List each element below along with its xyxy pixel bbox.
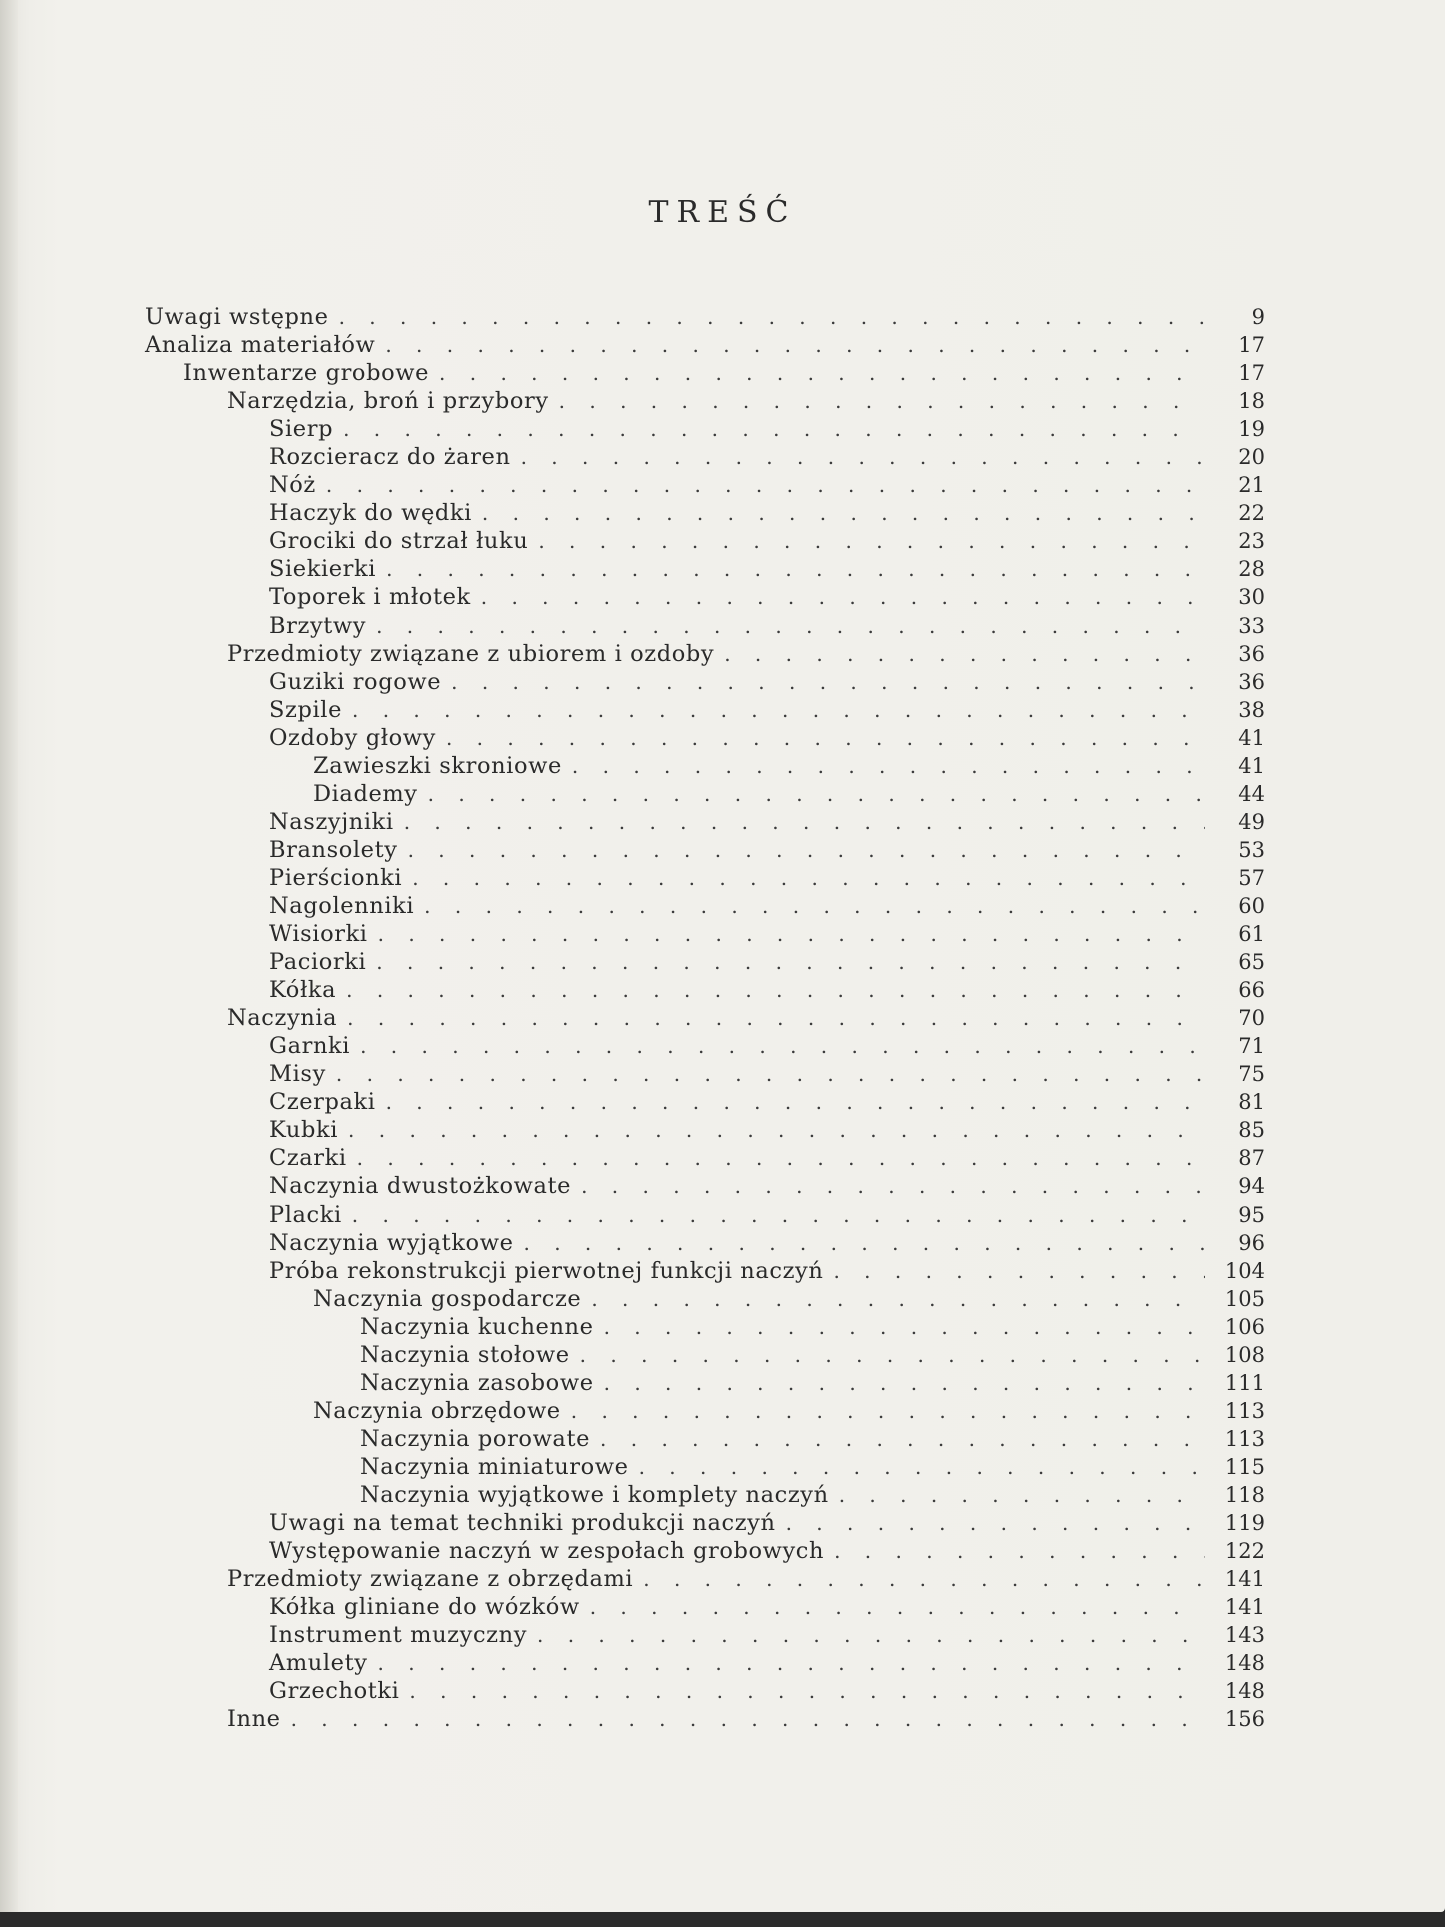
toc-entry-label: Grociki do strzał łuku	[269, 528, 529, 555]
toc-entry	[145, 1060, 1265, 1088]
toc-entry-label: Grzechotki	[269, 1678, 400, 1705]
toc-entry	[145, 1088, 1265, 1116]
toc-entry-page-number: 36	[1238, 669, 1265, 694]
toc-entry-label: Naczynia miniaturowe	[360, 1453, 629, 1480]
toc-leader-dots	[339, 303, 1205, 331]
toc-entry-label: Analiza materiałów	[145, 332, 376, 359]
toc-entry	[145, 780, 1265, 808]
toc-entry-label: Haczyk do wędki	[269, 500, 472, 527]
toc-entry-label: Czarki	[269, 1145, 347, 1172]
toc-entry-page-number: 148	[1224, 1651, 1265, 1676]
toc-leader-dots	[360, 1032, 1205, 1060]
toc-entry-label: Sierp	[269, 416, 334, 443]
toc-entry	[145, 1369, 1265, 1397]
toc-entry-label: Pierścionki	[269, 864, 403, 891]
toc-entry-page-number: 33	[1238, 613, 1265, 638]
toc-leader-dots	[336, 1060, 1205, 1088]
toc-entry-page-number: 38	[1238, 697, 1265, 722]
toc-leader-dots	[580, 1341, 1205, 1369]
toc-entry	[145, 499, 1265, 527]
toc-entry-label: Kółka gliniane do wózków	[269, 1594, 580, 1621]
toc-entry	[145, 387, 1265, 415]
toc-entry	[145, 724, 1265, 752]
toc-entry	[145, 1313, 1265, 1341]
toc-leader-dots	[591, 1285, 1205, 1313]
toc-entry-page-number: 115	[1224, 1454, 1265, 1479]
toc-entry-label: Amulety	[269, 1650, 368, 1677]
toc-leader-dots	[833, 1257, 1205, 1285]
toc-entry-label: Przedmioty związane z obrzędami	[227, 1566, 634, 1593]
toc-leader-dots	[523, 1229, 1205, 1257]
toc-entry	[145, 752, 1265, 780]
toc-entry	[145, 1705, 1265, 1733]
toc-entry-page-number: 94	[1238, 1174, 1265, 1199]
toc-entry-label: Naczynia dwustożkowate	[269, 1173, 572, 1200]
toc-leader-dots	[643, 1565, 1205, 1593]
toc-leader-dots	[538, 527, 1205, 555]
toc-leader-dots	[386, 1088, 1205, 1116]
toc-leader-dots	[424, 892, 1205, 920]
toc-entry-page-number: 57	[1238, 865, 1265, 890]
toc-entry	[145, 1677, 1265, 1705]
toc-leader-dots	[326, 471, 1205, 499]
toc-leader-dots	[581, 1172, 1205, 1200]
toc-leader-dots	[571, 1397, 1205, 1425]
toc-leader-dots	[386, 555, 1205, 583]
toc-entry-page-number: 23	[1238, 529, 1265, 554]
toc-entry-label: Diademy	[313, 780, 418, 807]
toc-leader-dots	[352, 696, 1205, 724]
toc-leader-dots	[604, 1313, 1205, 1341]
toc-entry-page-number: 20	[1238, 445, 1265, 470]
toc-entry-label: Wisiorki	[269, 921, 368, 948]
toc-entry-label: Występowanie naczyń w zespołach grobowych	[269, 1538, 825, 1565]
toc-entry	[145, 1481, 1265, 1509]
toc-entry-label: Narzędzia, broń i przybory	[227, 388, 549, 415]
toc-entry-page-number: 61	[1238, 922, 1265, 947]
toc-entry	[145, 808, 1265, 836]
toc-entry	[145, 1201, 1265, 1229]
toc-entry	[145, 471, 1265, 499]
toc-entry	[145, 1593, 1265, 1621]
toc-entry-label: Rozcieracz do żaren	[269, 444, 511, 471]
toc-entry-page-number: 17	[1238, 361, 1265, 386]
toc-leader-dots	[352, 1201, 1205, 1229]
toc-leader-dots	[590, 1593, 1205, 1621]
toc-entry-page-number: 106	[1224, 1314, 1265, 1339]
toc-leader-dots	[559, 387, 1205, 415]
toc-entry-page-number: 85	[1238, 1118, 1265, 1143]
toc-entry-label: Guziki rogowe	[269, 668, 442, 695]
toc-entry	[145, 976, 1265, 1004]
toc-entry	[145, 1172, 1265, 1200]
toc-leader-dots	[639, 1453, 1205, 1481]
toc-entry-page-number: 143	[1224, 1623, 1265, 1648]
toc-leader-dots	[346, 976, 1205, 1004]
toc-entry	[145, 1425, 1265, 1453]
toc-entry-label: Misy	[269, 1061, 326, 1088]
toc-leader-dots	[343, 415, 1205, 443]
toc-entry-page-number: 9	[1251, 305, 1265, 329]
toc-entry	[145, 892, 1265, 920]
toc-leader-dots	[408, 836, 1205, 864]
toc-entry-page-number: 75	[1238, 1062, 1265, 1087]
toc-leader-dots	[600, 1425, 1205, 1453]
toc-entry-page-number: 53	[1238, 837, 1265, 862]
toc-entry-label: Naczynia obrzędowe	[313, 1397, 561, 1424]
toc-entry	[145, 1565, 1265, 1593]
toc-entry-page-number: 95	[1238, 1202, 1265, 1227]
toc-entry-label: Garnki	[269, 1033, 351, 1060]
toc-entry-page-number: 141	[1224, 1595, 1265, 1620]
toc-entry-label: Próba rekonstrukcji pierwotnej funkcji naczyń	[269, 1257, 824, 1284]
toc-entry	[145, 1397, 1265, 1425]
toc-entry	[145, 555, 1265, 583]
toc-entry-page-number: 81	[1238, 1090, 1265, 1115]
toc-entry	[145, 1537, 1265, 1565]
toc-entry-label: Paciorki	[269, 949, 367, 976]
toc-entry-label: Uwagi wstępne	[145, 304, 329, 330]
toc-entry-label: Nóż	[269, 472, 316, 499]
toc-entry-page-number: 65	[1238, 950, 1265, 975]
toc-entry-page-number: 30	[1238, 585, 1265, 610]
toc-leader-dots	[604, 1369, 1205, 1397]
toc-leader-dots	[724, 640, 1205, 668]
toc-entry-page-number: 70	[1238, 1006, 1265, 1031]
toc-entry-page-number: 18	[1238, 389, 1265, 414]
toc-entry-page-number: 66	[1238, 978, 1265, 1003]
toc-entry	[145, 527, 1265, 555]
toc-entry-page-number: 22	[1238, 501, 1265, 526]
toc-entry-label: Toporek i młotek	[269, 584, 471, 611]
toc-leader-dots	[348, 1116, 1205, 1144]
toc-entry	[145, 331, 1265, 359]
toc-entry-page-number: 122	[1224, 1539, 1265, 1564]
table-of-contents	[145, 303, 1265, 1733]
toc-entry-page-number: 104	[1224, 1258, 1265, 1283]
page-binding-edge	[0, 0, 18, 1912]
toc-leader-dots	[786, 1509, 1205, 1537]
toc-entry-page-number: 41	[1238, 725, 1265, 750]
toc-entry	[145, 1144, 1265, 1172]
toc-leader-dots	[537, 1621, 1205, 1649]
toc-entry-page-number: 105	[1224, 1286, 1265, 1311]
toc-entry-page-number: 60	[1238, 893, 1265, 918]
toc-entry-label: Naczynia gospodarcze	[313, 1285, 582, 1312]
toc-entry	[145, 1032, 1265, 1060]
toc-leader-dots	[446, 724, 1205, 752]
toc-entry	[145, 1453, 1265, 1481]
toc-entry-label: Instrument muzyczny	[269, 1622, 527, 1649]
toc-entry	[145, 864, 1265, 892]
toc-entry-label: Bransolety	[269, 836, 398, 863]
toc-entry-page-number: 118	[1224, 1482, 1265, 1507]
page-title: TREŚĆ	[648, 195, 797, 230]
toc-entry	[145, 1004, 1265, 1032]
toc-leader-dots	[376, 948, 1205, 976]
toc-entry-page-number: 17	[1238, 333, 1265, 358]
toc-entry-label: Placki	[269, 1201, 342, 1228]
toc-entry-label: Ozdoby głowy	[269, 724, 436, 751]
toc-entry	[145, 836, 1265, 864]
toc-entry	[145, 1341, 1265, 1369]
toc-entry	[145, 948, 1265, 976]
toc-entry-page-number: 156	[1224, 1707, 1265, 1732]
toc-entry-page-number: 141	[1224, 1567, 1265, 1592]
toc-entry	[145, 1285, 1265, 1313]
toc-entry-page-number: 113	[1224, 1426, 1265, 1451]
toc-leader-dots	[481, 583, 1205, 611]
toc-entry-label: Siekierki	[269, 556, 377, 583]
toc-entry-page-number: 19	[1238, 417, 1265, 442]
toc-leader-dots	[834, 1537, 1205, 1565]
toc-entry	[145, 1649, 1265, 1677]
toc-entry-label: Naczynia	[227, 1005, 338, 1032]
toc-entry	[145, 640, 1265, 668]
toc-entry-label: Naczynia porowate	[360, 1425, 591, 1452]
toc-entry-page-number: 41	[1238, 753, 1265, 778]
toc-entry-page-number: 111	[1224, 1370, 1265, 1395]
toc-leader-dots	[439, 359, 1205, 387]
toc-leader-dots	[376, 612, 1205, 640]
toc-entry-label: Inwentarze grobowe	[183, 360, 430, 387]
toc-entry-page-number: 71	[1238, 1034, 1265, 1059]
toc-leader-dots	[482, 499, 1205, 527]
toc-leader-dots	[378, 920, 1205, 948]
toc-entry	[145, 303, 1265, 331]
toc-leader-dots	[385, 331, 1205, 359]
toc-leader-dots	[347, 1004, 1205, 1032]
toc-entry-label: Naczynia kuchenne	[360, 1313, 594, 1340]
toc-entry	[145, 1116, 1265, 1144]
toc-leader-dots	[357, 1144, 1205, 1172]
toc-entry-label: Szpile	[269, 696, 342, 723]
toc-entry-label: Przedmioty związane z ubiorem i ozdoby	[227, 640, 715, 667]
toc-entry-page-number: 28	[1238, 557, 1265, 582]
toc-entry-label: Naczynia wyjątkowe i komplety naczyń	[360, 1481, 829, 1508]
toc-entry-page-number: 21	[1238, 473, 1265, 498]
toc-leader-dots	[451, 668, 1205, 696]
toc-entry-label: Naczynia zasobowe	[360, 1369, 594, 1396]
toc-entry-page-number: 36	[1238, 641, 1265, 666]
toc-entry-label: Zawieszki skroniowe	[313, 752, 562, 779]
toc-entry	[145, 1257, 1265, 1285]
toc-entry-label: Inne	[227, 1706, 281, 1733]
toc-leader-dots	[521, 443, 1205, 471]
toc-entry	[145, 612, 1265, 640]
toc-entry-label: Nagolenniki	[269, 892, 415, 919]
toc-entry-page-number: 108	[1224, 1342, 1265, 1367]
toc-entry	[145, 583, 1265, 611]
toc-leader-dots	[378, 1649, 1205, 1677]
toc-entry	[145, 415, 1265, 443]
toc-entry	[145, 443, 1265, 471]
toc-entry-page-number: 87	[1238, 1146, 1265, 1171]
toc-leader-dots	[409, 1677, 1205, 1705]
toc-entry-page-number: 119	[1224, 1511, 1265, 1536]
toc-entry-page-number: 49	[1238, 809, 1265, 834]
toc-entry	[145, 1621, 1265, 1649]
toc-entry-page-number: 44	[1238, 781, 1265, 806]
toc-entry	[145, 668, 1265, 696]
toc-entry-label: Uwagi na temat techniki produkcji naczyń	[269, 1510, 776, 1537]
toc-leader-dots	[412, 864, 1205, 892]
toc-entry-label: Naczynia wyjątkowe	[269, 1229, 514, 1256]
toc-leader-dots	[839, 1481, 1205, 1509]
toc-entry-page-number: 96	[1238, 1230, 1265, 1255]
toc-entry-label: Czerpaki	[269, 1089, 376, 1116]
toc-leader-dots	[428, 780, 1205, 808]
toc-entry-label: Naszyjniki	[269, 808, 394, 835]
toc-leader-dots	[291, 1705, 1205, 1733]
toc-entry-label: Kółka	[269, 977, 337, 1004]
toc-entry	[145, 1229, 1265, 1257]
toc-entry	[145, 920, 1265, 948]
toc-leader-dots	[404, 808, 1205, 836]
toc-entry-page-number: 113	[1224, 1398, 1265, 1423]
toc-entry-label: Kubki	[269, 1117, 339, 1144]
toc-entry	[145, 359, 1265, 387]
toc-entry-label: Naczynia stołowe	[360, 1341, 570, 1368]
toc-entry	[145, 696, 1265, 724]
toc-leader-dots	[572, 752, 1205, 780]
toc-entry-label: Brzytwy	[269, 612, 367, 639]
toc-entry	[145, 1509, 1265, 1537]
toc-entry-page-number: 148	[1224, 1679, 1265, 1704]
